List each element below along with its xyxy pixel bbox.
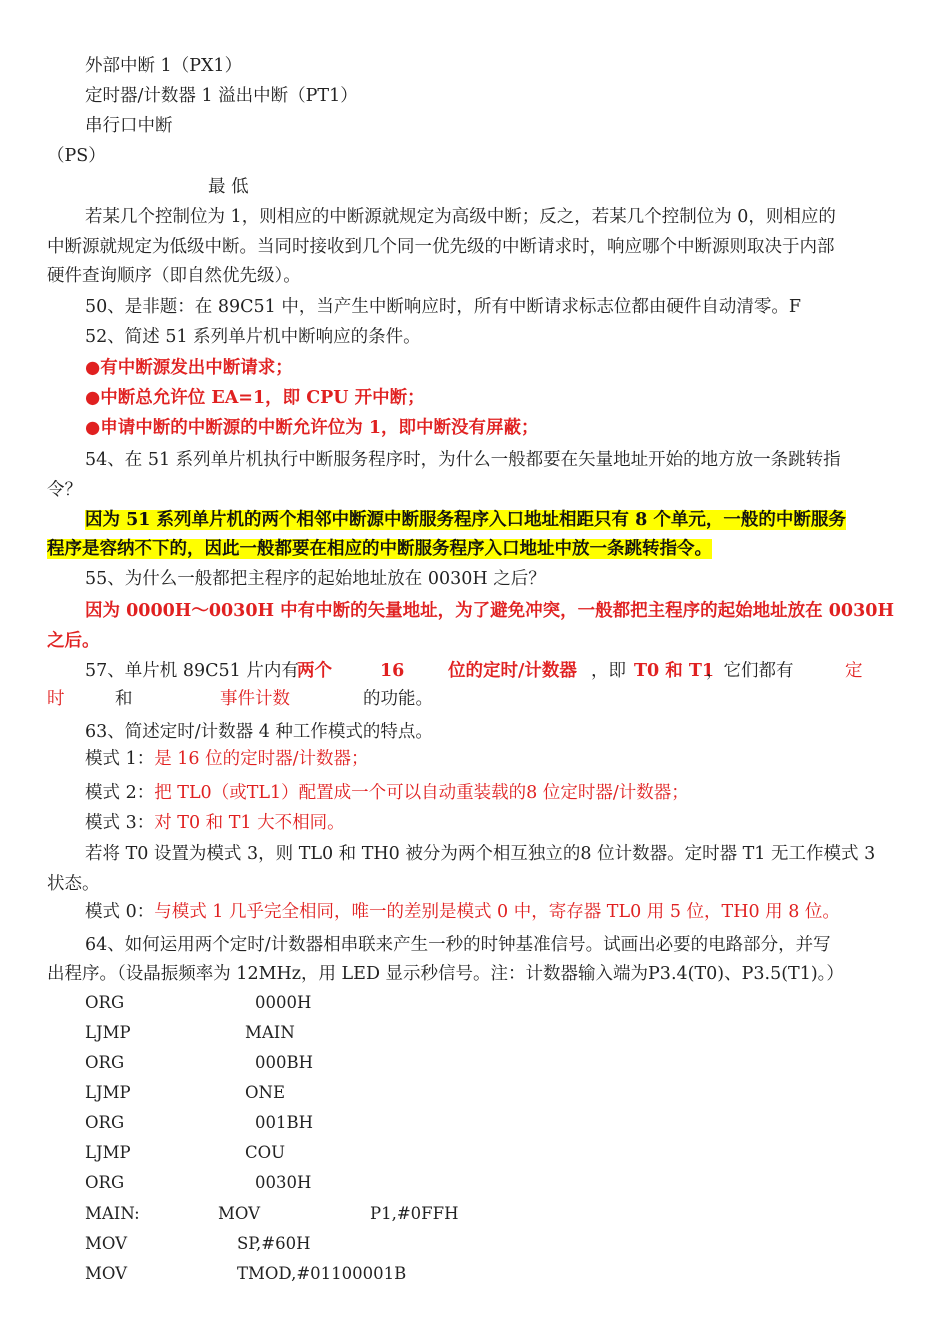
answer-blank: 定 [845,661,863,681]
code-op: ORG [85,1173,125,1192]
mode-0 [85,900,840,924]
answer-54 [85,508,846,532]
mode-answer: 把 TL0（或TL1）配置成一个可以自动重装载的8 位定时器/计数器； [154,783,689,803]
code-op: ORG [85,993,125,1012]
mode-label: 模式 2： [85,783,155,803]
mode-3-detail: 状态。 [47,874,100,894]
code-op: LJMP [85,1083,131,1102]
highlight: 程序是容纳不下的，因此一般都要在相应的中断服务程序入口地址中放一条跳转指令。 [47,539,712,559]
code-arg: MAIN [245,1023,295,1042]
paragraph-line: 若某几个控制位为 1，则相应的中断源就规定为高级中断；反之，若某几个控制位为 0，则相应的 [85,207,836,227]
answer-blank: 位的定时/计数器 [448,661,577,681]
mode-3 [85,811,345,835]
mode-1 [85,747,369,771]
list-item-pt1: 定时器/计数器 1 溢出中断（PT1） [85,86,358,106]
list-item-ps: （PS） [47,146,106,166]
priority-lowest: 最 低 [208,177,249,197]
answer-blank: T0 和 T1 [634,661,715,681]
mode-3-detail: 若将 T0 设置为模式 3，则 TL0 和 TH0 被分为两个相互独立的8 位计数器。定时器 T1 无工作模式 3 [85,844,876,864]
code-arg: 0000H [255,993,312,1012]
mode-answer: 对 T0 和 T1 大不相同。 [154,813,345,833]
question-64: 出程序。（设晶振频率为 12MHz，用 LED 显示秒信号。注：计数器输入端为P3.4(T0)、P3.5(T1)。） [47,964,844,984]
question-52: 52、简述 51 系列单片机中断响应的条件。 [85,327,421,347]
code-op: ORG [85,1053,125,1072]
question-57-text: 的功能。 [363,689,433,709]
answer-52-item: ●中断总允许位 EA=1，即 CPU 开中断； [85,388,425,408]
list-item-px1: 外部中断 1（PX1） [85,56,243,76]
code-op: LJMP [85,1023,131,1042]
mode-answer: 与模式 1 几乎完全相同，唯一的差别是模式 0 中，寄存器 TL0 用 5 位，TH0 用 8 位。 [154,902,840,922]
answer-blank: 时 [47,689,65,709]
answer-52-item: ●有中断源发出中断请求； [85,358,293,378]
paragraph-line: 中断源就规定为低级中断。当同时接收到几个同一优先级的中断请求时，响应哪个中断源则取决于内部 [47,237,835,257]
code-label: MAIN: [85,1204,140,1223]
answer-blank: 两个 [297,661,332,681]
mode-label: 模式 0： [85,902,155,922]
answer-55: 之后。 [47,631,100,651]
code-arg: ONE [245,1083,286,1102]
answer-54 [47,537,712,561]
mode-2 [85,781,689,805]
answer-52-item: ●申请中断的中断源的中断允许位为 1，即中断没有屏蔽； [85,418,539,438]
code-op: MOV [85,1234,128,1253]
question-50: 50、是非题：在 89C51 中，当产生中断响应时，所有中断请求标志位都由硬件自动清零。F [85,297,801,317]
code-arg: COU [245,1143,286,1162]
code-arg: 001BH [255,1113,314,1132]
mode-answer: 是 16 位的定时器/计数器； [154,749,369,769]
code-op: LJMP [85,1143,131,1162]
question-54: 54、在 51 系列单片机执行中断服务程序时，为什么一般都要在矢量地址开始的地方放一条跳转指 [85,450,841,470]
answer-blank: 事件计数 [220,689,290,709]
list-item-serial: 串行口中断 [85,116,173,136]
code-arg: SP,#60H [237,1234,311,1253]
question-57-prefix: 57、单片机 89C51 片内有 [85,661,299,681]
code-arg: 000BH [255,1053,314,1072]
highlight: 因为 51 系列单片机的两个相邻中断源中断服务程序入口地址相距只有 8 个单元，一般的中断服务 [85,510,846,530]
code-arg: TMOD,#01100001B [237,1264,407,1283]
question-63: 63、简述定时/计数器 4 种工作模式的特点。 [85,722,433,742]
paragraph-line: 硬件查询顺序（即自然优先级）。 [47,266,301,286]
code-op: MOV [218,1204,261,1223]
answer-55: 因为 0000H～0030H 中有中断的矢量地址，为了避免冲突，一般都把主程序的起始地址放在 0030H [85,601,894,621]
mode-label: 模式 3： [85,813,155,833]
code-arg: P1,#0FFH [370,1204,459,1223]
code-arg: 0030H [255,1173,312,1192]
question-57-text: ，即 [591,661,626,681]
question-54: 令？ [47,480,82,500]
answer-blank: 16 [380,661,405,681]
question-57-text: 和 [115,689,133,709]
mode-label: 模式 1： [85,749,155,769]
question-64: 64、如何运用两个定时/计数器相串联来产生一秒的时钟基准信号。试画出必要的电路部分，并写 [85,935,831,955]
code-op: ORG [85,1113,125,1132]
question-55: 55、为什么一般都把主程序的起始地址放在 0030H 之后？ [85,569,546,589]
code-op: MOV [85,1264,128,1283]
question-57-text: ，它们都有 [706,661,794,681]
